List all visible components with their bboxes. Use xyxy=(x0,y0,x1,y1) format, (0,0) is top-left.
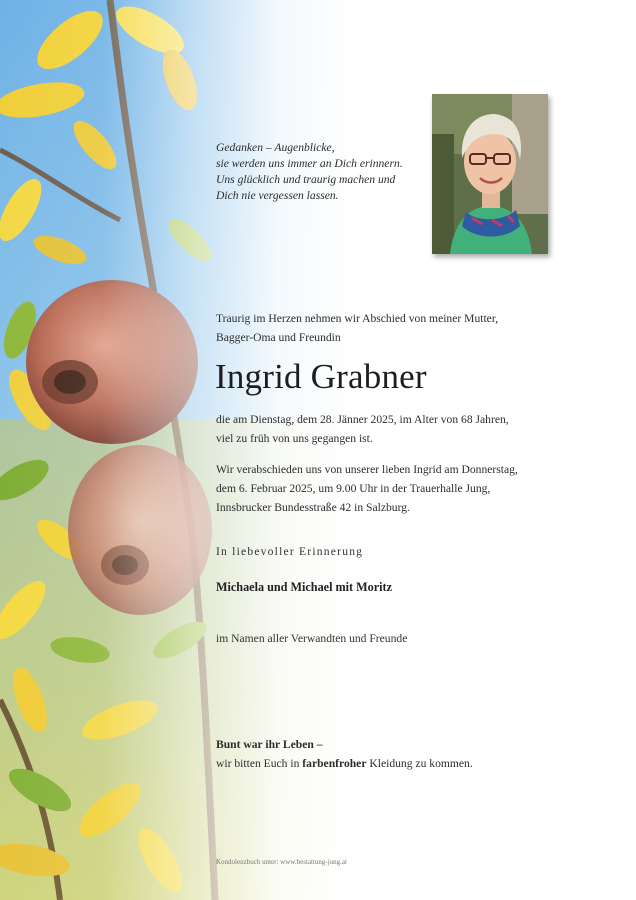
verse-line: Gedanken – Augenblicke, xyxy=(216,141,335,154)
closing-text: Kleidung zu kommen. xyxy=(366,757,473,770)
closing-emphasis: farbenfroher xyxy=(302,757,367,770)
intro-line: Bagger-Oma und Freundin xyxy=(216,331,341,344)
intro-line: Traurig im Herzen nehmen wir Abschied von meiner Mutter, xyxy=(216,312,499,325)
deceased-name: Ingrid Grabner xyxy=(215,357,427,396)
closing-heading: Bunt war ihr Leben – xyxy=(216,738,323,751)
death-notice xyxy=(216,410,509,448)
intro-text xyxy=(216,309,498,347)
family-names: Michaela und Michael mit Moritz xyxy=(216,580,393,594)
verse-line: Uns glücklich und traurig machen und xyxy=(216,173,396,186)
portrait-photo xyxy=(432,94,548,254)
verse-line: Dich nie vergessen lassen. xyxy=(216,189,339,202)
funeral-line: dem 6. Februar 2025, um 9.00 Uhr in der Trauerhalle Jung, xyxy=(216,482,491,495)
verse-line: sie werden uns immer an Dich erinnern. xyxy=(216,157,403,170)
death-line: viel zu früh von uns gegangen ist. xyxy=(216,432,373,445)
death-line: die am Dienstag, dem 28. Jänner 2025, im Alter von 68 Jahren, xyxy=(216,413,509,426)
funeral-line: Wir verabschieden uns von unserer lieben Ingrid am Donnerstag, xyxy=(216,463,518,476)
funeral-line: Innsbrucker Bundesstraße 42 in Salzburg. xyxy=(216,501,410,514)
condolence-link[interactable]: Kondolenzbuch unter: www.bestattung-jung.at xyxy=(216,858,347,866)
closing-note xyxy=(216,735,473,773)
relatives-line: im Namen aller Verwandten und Freunde xyxy=(216,632,408,645)
memory-heading: In liebevoller Erinnerung xyxy=(216,545,364,558)
memorial-verse xyxy=(216,140,431,204)
closing-text: wir bitten Euch in xyxy=(216,757,303,770)
closing-request xyxy=(216,754,473,773)
funeral-details xyxy=(216,460,518,517)
